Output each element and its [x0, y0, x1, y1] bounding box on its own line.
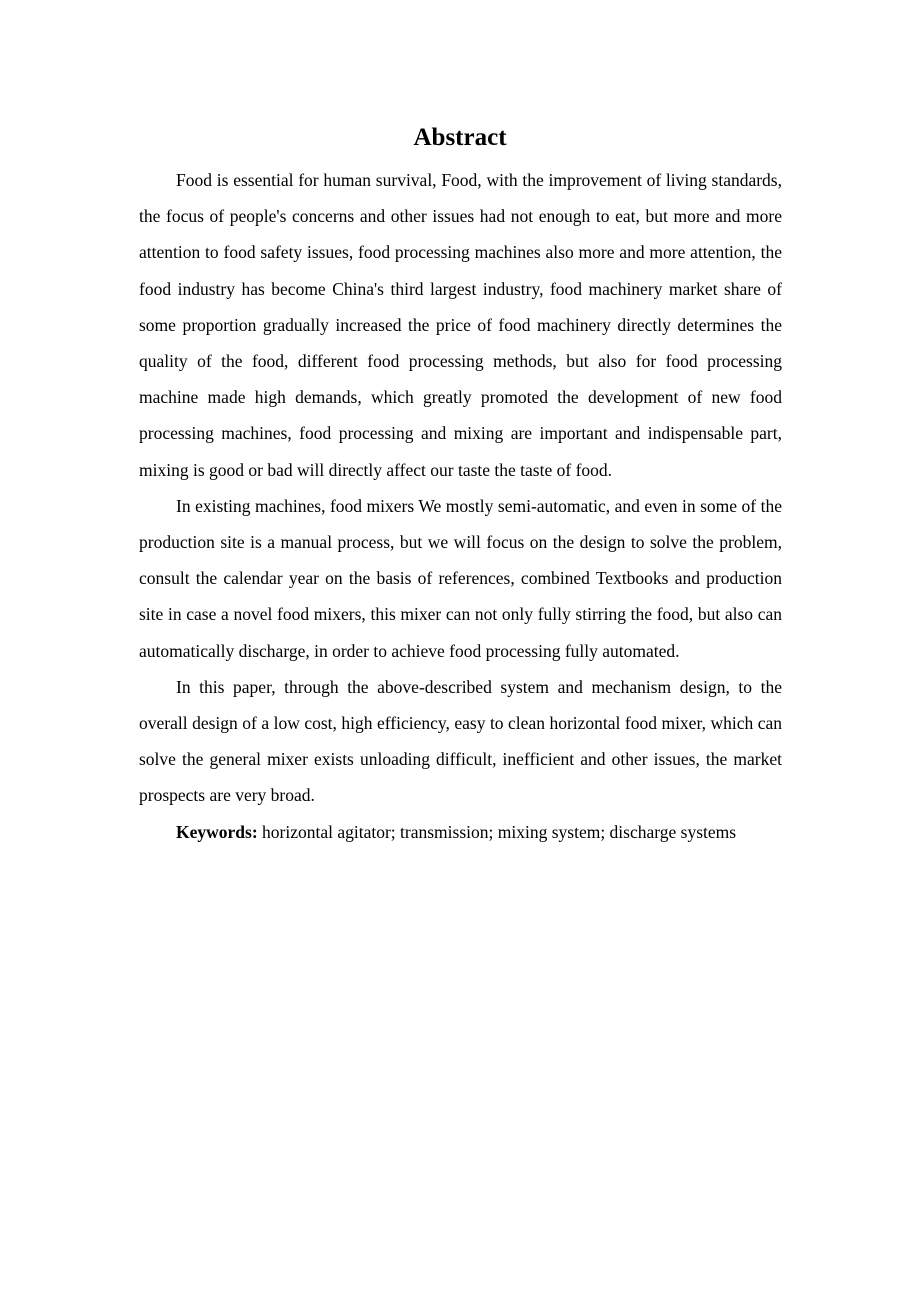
abstract-paragraph-2: In existing machines, food mixers We mostly semi-automatic, and even in some of the production site is a manual process, but we will focus on the design to solve the problem, consult the calendar year on the basis of references, combined Textbooks and production site in case a novel food mixers, this mixer can not only fully stirring the food, but also can automatically discharge, in order to achieve food processing fully automated.	[139, 495, 782, 661]
abstract-title: Abstract	[413, 124, 507, 151]
abstract-body	[139, 162, 782, 850]
keywords-label: Keywords:	[176, 821, 258, 842]
keywords-line	[139, 814, 782, 850]
abstract-paragraph-3: In this paper, through the above-described system and mechanism design, to the overall design of a low cost, high efficiency, easy to clean horizontal food mixer, which can solve the general mixer exists unloading difficult, inefficient and other issues, the market prospects are very broad.	[139, 676, 782, 806]
abstract-paragraph-1: Food is essential for human survival, Food, with the improvement of living standards, the focus of people's concerns and other issues had not enough to eat, but more and more attention to food safety issues, food processing machines also more and more attention, the food industry has become China's third largest industry, food machinery market share of some proportion gradually increased the price of food machinery directly determines the quality of the food, different food processing methods, but also for food processing machine made high demands, which greatly promoted the development of new food processing machines, food processing and mixing are important and indispensable part, mixing is good or bad will directly affect our taste the taste of food.	[139, 170, 782, 480]
keywords-text: horizontal agitator; transmission; mixing system; discharge systems	[257, 821, 737, 842]
